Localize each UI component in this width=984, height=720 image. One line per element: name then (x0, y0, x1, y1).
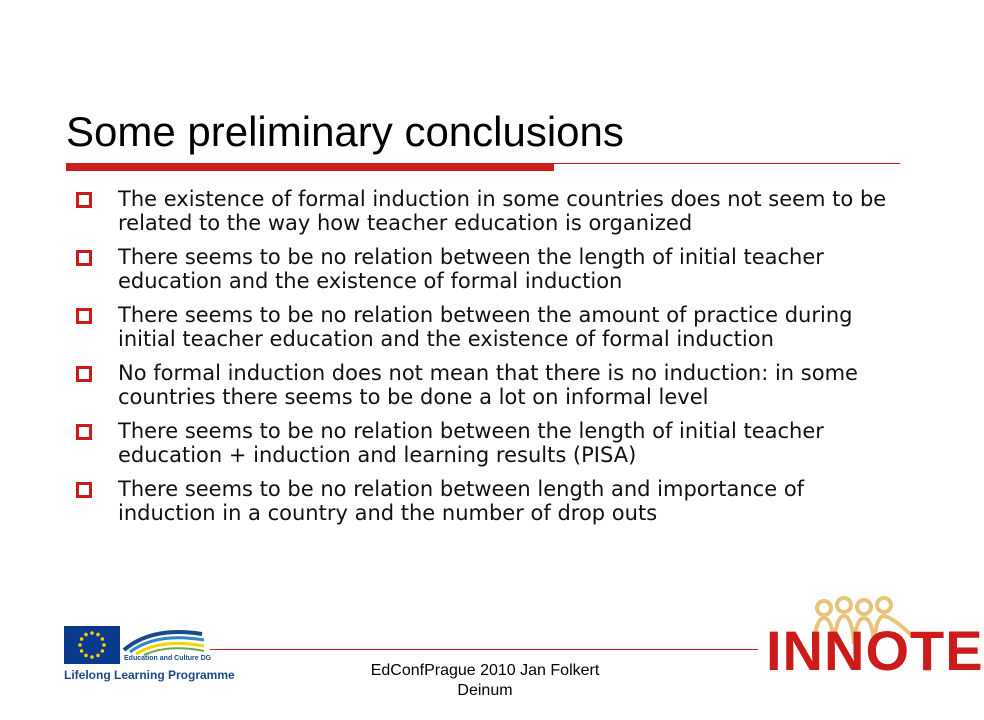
bullet-item (72, 361, 892, 409)
eac-caption: Education and Culture DG (124, 655, 212, 662)
programme-caption: Lifelong Learning Programme (64, 668, 235, 682)
title-underline-rule (554, 163, 900, 164)
square-bullet-icon (76, 482, 92, 498)
bullet-item (72, 187, 892, 235)
bullet-text: The existence of formal induction in some countries does not seem to be related to the way how teacher education is organized (118, 187, 887, 235)
square-bullet-icon (76, 308, 92, 324)
innote-logo: INNOTE (766, 619, 984, 682)
title-underline-bar (66, 163, 554, 171)
eu-flag-icon (64, 626, 120, 664)
bullet-item (72, 303, 892, 351)
bullet-text: No formal induction does not mean that there is no induction: in some countries there seems to be done a lot on informal level (118, 361, 858, 409)
bullet-text: There seems to be no relation between the amount of practice during initial teacher education and the existence of formal induction (118, 303, 853, 351)
bullet-item (72, 477, 892, 525)
square-bullet-icon (76, 250, 92, 266)
footer-text: EdConfPrague 2010 Jan Folkert Deinum (370, 662, 600, 699)
square-bullet-icon (76, 424, 92, 440)
bullet-list (72, 187, 892, 535)
square-bullet-icon (76, 192, 92, 208)
bullet-text: There seems to be no relation between the length of initial teacher education and the existence of formal induction (118, 245, 824, 293)
bullet-text: There seems to be no relation between length and importance of induction in a country and the number of drop outs (118, 477, 805, 525)
bullet-item (72, 245, 892, 293)
square-bullet-icon (76, 366, 92, 382)
bullet-text: There seems to be no relation between the length of initial teacher education + induction and learning results (PISA) (118, 419, 824, 467)
bullet-item (72, 419, 892, 467)
footer-rule (210, 649, 758, 650)
slide-title: Some preliminary conclusions (66, 108, 624, 155)
